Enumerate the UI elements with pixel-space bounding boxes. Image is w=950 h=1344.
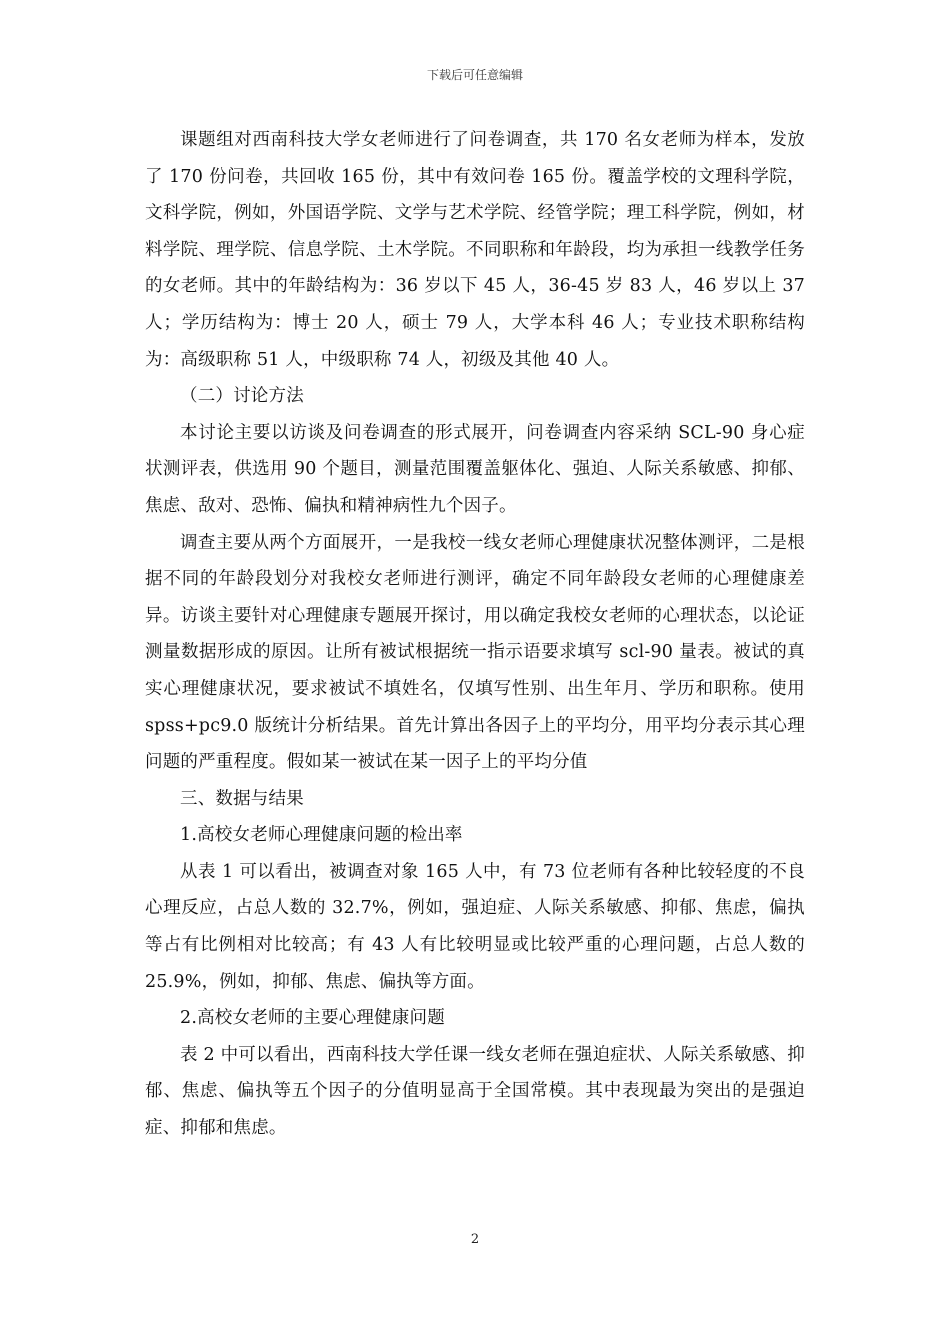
paragraph-survey-sample: 课题组对西南科技大学女老师进行了问卷调查，共 170 名女老师为样本，发放了 170 份问卷，共回收 165 份，其中有效问卷 165 份。覆盖学校的文理科学院，文科学院，例如，外国语学院、文学与艺术学院、经管学院；理工科学院，例如，材料学院、理学院、信息学院、土木学院。不同职称和年龄段，均为承担一线教学任务的女老师。其中的年龄结构为：36 岁以下 45 人，36-45 岁 83 人，46 岁以上 37 人；学历结构为：博士 20 人，硕士 79 人，大学本科 46 人；专业技术职称结构为：高级职称 51 人，中级职称 74 人，初级及其他 40 人。 [145,130,805,370]
paragraph-main-problems: 表 2 中可以看出，西南科技大学任课一线女老师在强迫症状、人际关系敏感、抑郁、焦虑、偏执等五个因子的分值明显高于全国常模。其中表现最为突出的是强迫症、抑郁和焦虑。 [145,1044,805,1139]
subheading-detection-rate: 1.高校女老师心理健康问题的检出率 [180,825,463,846]
page-number: 2 [470,1232,480,1247]
section-heading-results: 三、数据与结果 [180,788,304,809]
page-header: 下载后可任意编辑 [426,68,523,82]
section-heading-methods: （二）讨论方法 [180,386,304,407]
paragraph-detection-rate: 从表 1 可以看出，被调查对象 165 人中，有 73 位老师有各种比较轻度的不良心理反应，占总人数的 32.7%，例如，强迫症、人际关系敏感、抑郁、焦虑，偏执等占有比例相对比较高；有 43 人有比较明显或比较严重的心理问题，占总人数的 25.9%，例如，抑郁、焦虑、偏执等方面。 [145,861,805,992]
subheading-main-problems: 2.高校女老师的主要心理健康问题 [180,1008,445,1029]
paragraph-methods-scl90: 本讨论主要以访谈及问卷调查的形式展开，问卷调查内容采纳 SCL-90 身心症状测评表，供选用 90 个题目，测量范围覆盖躯体化、强迫、人际关系敏感、抑郁、焦虑、敌对、恐怖、偏执和精神病性九个因子。 [145,422,805,516]
paragraph-survey-procedure: 调查主要从两个方面展开，一是我校一线女老师心理健康状况整体测评，二是根据不同的年龄段划分对我校女老师进行测评，确定不同年龄段女老师的心理健康差异。访谈主要针对心理健康专题展开探讨，用以确定我校女老师的心理状态，以论证测量数据形成的原因。让所有被试根据统一指示语要求填写 scl-90 量表。被试的真实心理健康状况，要求被试不填姓名，仅填写性别、出生年月、学历和职称。使用 spss+pc9.0 版统计分析结果。首先计算出各因子上的平均分，用平均分表示其心理问题的严重程度。假如某一被试在某一因子上的平均分值 [145,532,805,773]
document-body [145,122,805,1147]
